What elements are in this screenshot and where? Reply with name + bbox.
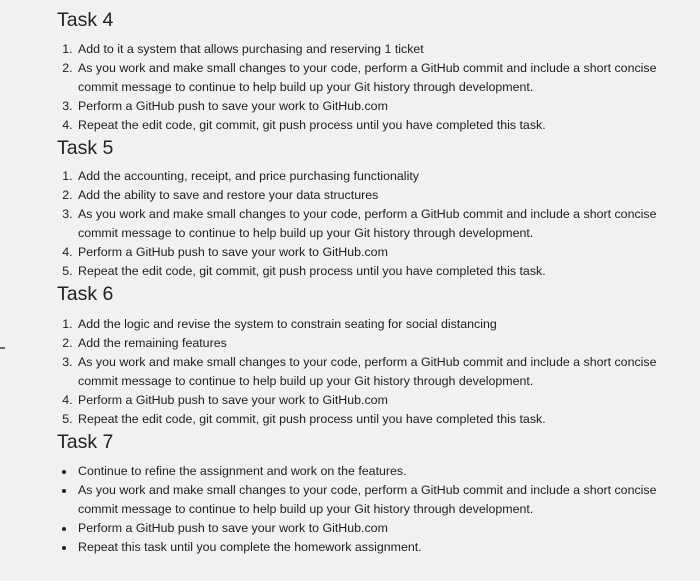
list-item: 3. Perform a GitHub push to save your work to GitHub.com <box>76 97 687 116</box>
task-7-heading: Task 7 <box>57 431 114 453</box>
list-item: 2. Add the ability to save and restore your data structures <box>76 186 687 205</box>
task-4-section <box>57 8 687 135</box>
list-item: 4. Perform a GitHub push to save your work to GitHub.com <box>76 391 687 410</box>
list-item: 4. Repeat the edit code, git commit, git push process until you have completed this task. <box>76 116 687 135</box>
list-item: • Perform a GitHub push to save your work to GitHub.com <box>76 519 687 538</box>
list-item: 3. As you work and make small changes to your code, perform a GitHub commit and include a short concise commit message to continue to help build up your Git history through development. <box>76 353 687 391</box>
list-item: 1. Add the accounting, receipt, and price purchasing functionality <box>76 167 687 186</box>
task-7-section <box>57 430 687 557</box>
task-5-heading: Task 5 <box>57 137 114 159</box>
list-item: 5. Repeat the edit code, git commit, git push process until you have completed this task. <box>76 410 687 429</box>
list-item: 3. As you work and make small changes to your code, perform a GitHub commit and include a short concise commit message to continue to help build up your Git history through development. <box>76 205 687 243</box>
list-item: • As you work and make small changes to your code, perform a GitHub commit and include a short concise commit message to continue to help build up your Git history through development. <box>76 481 687 519</box>
task-6-list <box>57 315 687 429</box>
list-item: • Repeat this task until you complete the homework assignment. <box>76 538 687 557</box>
edge-mark <box>0 347 5 349</box>
list-item: 1. Add to it a system that allows purchasing and reserving 1 ticket <box>76 40 687 59</box>
list-item: 1. Add the logic and revise the system to constrain seating for social distancing <box>76 315 687 334</box>
task-7-list <box>57 462 687 557</box>
list-item: 4. Perform a GitHub push to save your work to GitHub.com <box>76 243 687 262</box>
task-6-heading: Task 6 <box>57 283 114 305</box>
list-item: 2. As you work and make small changes to your code, perform a GitHub commit and include a short concise commit message to continue to help build up your Git history through development. <box>76 59 687 97</box>
task-6-section <box>57 282 687 429</box>
task-5-section <box>57 136 687 281</box>
task-5-list <box>57 167 687 281</box>
list-item: • Continue to refine the assignment and work on the features. <box>76 462 687 481</box>
task-4-list <box>57 40 687 135</box>
task-4-heading: Task 4 <box>57 9 114 31</box>
document-body <box>57 8 687 557</box>
list-item: 2. Add the remaining features <box>76 334 687 353</box>
list-item: 5. Repeat the edit code, git commit, git push process until you have completed this task. <box>76 262 687 281</box>
